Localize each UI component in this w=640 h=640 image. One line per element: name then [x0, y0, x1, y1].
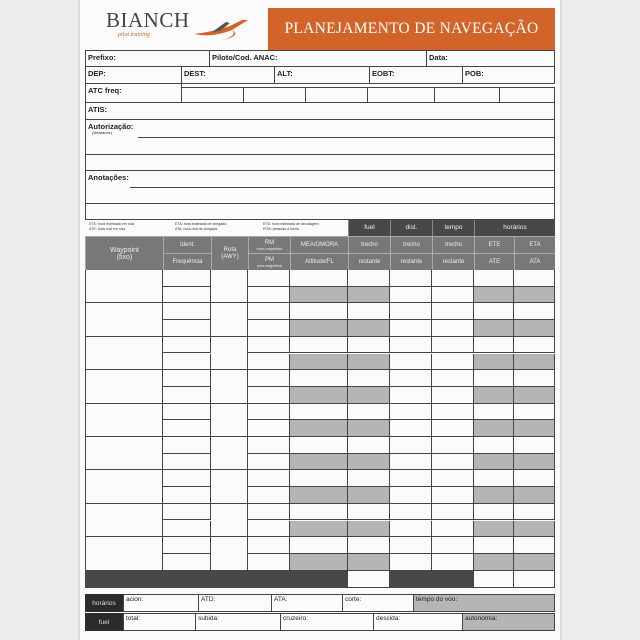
col-waypoint: [85, 236, 163, 270]
table-cell-mea-alt[interactable]: [290, 504, 348, 521]
table-cell-tempo[interactable]: [432, 437, 474, 454]
footer-cruzeiro-field[interactable]: [280, 613, 374, 631]
table-cell-waypoint[interactable]: [85, 504, 163, 537]
table-cell-rota[interactable]: [211, 404, 248, 437]
table-cell-tempo[interactable]: [432, 354, 474, 371]
table-cell-eta-ata[interactable]: [514, 320, 555, 337]
data-field[interactable]: [426, 50, 555, 67]
table-cell-ete-ate[interactable]: [474, 420, 514, 437]
autorizacao-line-1: [138, 137, 555, 138]
eobt-field[interactable]: [369, 66, 463, 84]
data-label: Data:: [429, 53, 448, 62]
atc-freq-slot-4[interactable]: [367, 87, 435, 103]
table-cell-ete-ate[interactable]: [474, 354, 514, 371]
col-tempo-trecho: trecho: [432, 236, 474, 253]
col-awy-label: (AWY): [221, 253, 239, 260]
atis-label: ATIS:: [88, 105, 108, 114]
table-cell-tempo[interactable]: [432, 387, 474, 404]
table-cell-rota[interactable]: [211, 470, 248, 503]
table-cell-ident-freq[interactable]: [163, 537, 211, 554]
legend-ate: ATE: hora real em rota: [89, 227, 126, 231]
table-cell-ete-ate[interactable]: [474, 470, 514, 487]
table-cell-waypoint[interactable]: [85, 437, 163, 470]
col-rm: [248, 236, 290, 253]
table-cell-ete-ate[interactable]: [474, 437, 514, 454]
autorizacao-line-2: [85, 154, 555, 155]
table-cell-tempo[interactable]: [432, 320, 474, 337]
table-cell-mea-alt[interactable]: [290, 320, 348, 337]
table-cell-ete-ate[interactable]: [474, 554, 514, 571]
table-cell-dist[interactable]: [390, 521, 432, 538]
table-cell-rm-pm[interactable]: [248, 404, 290, 421]
table-total-ete[interactable]: [474, 571, 514, 588]
footer-horarios-label: horários: [85, 594, 123, 612]
footer-autonomia-field[interactable]: [462, 613, 555, 631]
table-cell-eta-ata[interactable]: [514, 370, 555, 387]
table-cell-ident-freq[interactable]: [163, 521, 211, 538]
table-cell-ident-freq[interactable]: [163, 487, 211, 504]
table-cell-mea-alt[interactable]: [290, 303, 348, 320]
logo-subtitle: pilot training: [118, 32, 150, 38]
table-cell-tempo[interactable]: [432, 470, 474, 487]
autorizacao-label: Autorização:: [88, 122, 134, 131]
table-cell-fuel[interactable]: [348, 320, 390, 337]
table-cell-ete-ate[interactable]: [474, 270, 514, 287]
table-cell-dist[interactable]: [390, 404, 432, 421]
table-cell-ete-ate[interactable]: [474, 537, 514, 554]
table-cell-rm-pm[interactable]: [248, 287, 290, 304]
legend-pob: POB: pessoas a bordo: [263, 227, 300, 231]
table-cell-ete-ate[interactable]: [474, 320, 514, 337]
footer-corte-field[interactable]: [342, 594, 414, 612]
anotacoes-line-2: [85, 203, 555, 204]
dep-label: DEP:: [88, 69, 106, 78]
table-cell-tempo[interactable]: [432, 537, 474, 554]
table-cell-rota[interactable]: [211, 370, 248, 403]
table-cell-rm-pm[interactable]: [248, 270, 290, 287]
table-cell-fuel[interactable]: [348, 470, 390, 487]
footer-total-field[interactable]: [123, 613, 196, 631]
table-cell-ete-ate[interactable]: [474, 454, 514, 471]
footer-autonomia-label: autonomia:: [465, 615, 498, 622]
table-cell-dist[interactable]: [390, 387, 432, 404]
table-cell-dist[interactable]: [390, 437, 432, 454]
col-waypoint-label: Waypoint: [110, 246, 139, 254]
table-cell-ete-ate[interactable]: [474, 487, 514, 504]
table-cell-ete-ate[interactable]: [474, 337, 514, 354]
table-cell-eta-ata[interactable]: [514, 487, 555, 504]
table-cell-waypoint[interactable]: [85, 337, 163, 370]
table-cell-mea-alt[interactable]: [290, 354, 348, 371]
footer-atd-label: ATD:: [201, 596, 216, 603]
table-cell-eta-ata[interactable]: [514, 470, 555, 487]
atc-freq-slot-1[interactable]: [181, 87, 244, 103]
table-cell-eta-ata[interactable]: [514, 387, 555, 404]
table-cell-tempo[interactable]: [432, 370, 474, 387]
table-cell-ident-freq[interactable]: [163, 354, 211, 371]
legend-ata: ATA: hora real de chegada: [175, 227, 218, 231]
table-cell-dist[interactable]: [390, 487, 432, 504]
table-cell-tempo[interactable]: [432, 487, 474, 504]
table-cell-fuel[interactable]: [348, 404, 390, 421]
table-cell-dist[interactable]: [390, 454, 432, 471]
table-cell-waypoint[interactable]: [85, 537, 163, 570]
navigation-form-sheet: [80, 0, 560, 640]
table-cell-dist[interactable]: [390, 420, 432, 437]
prefixo-field[interactable]: [85, 50, 210, 67]
table-cell-ete-ate[interactable]: [474, 521, 514, 538]
table-cell-tempo[interactable]: [432, 404, 474, 421]
table-cell-ete-ate[interactable]: [474, 404, 514, 421]
table-cell-rm-pm[interactable]: [248, 303, 290, 320]
footer-ata-field[interactable]: [271, 594, 343, 612]
anotacoes-field[interactable]: [85, 170, 555, 220]
atc-freq-label: ATC freq:: [88, 86, 122, 95]
legend-etd: ETD: hora estimada de decolagem: [263, 222, 319, 226]
table-cell-fuel[interactable]: [348, 537, 390, 554]
table-cell-mea-alt[interactable]: [290, 537, 348, 554]
table-cell-waypoint[interactable]: [85, 404, 163, 437]
table-cell-eta-ata[interactable]: [514, 521, 555, 538]
table-cell-tempo[interactable]: [432, 287, 474, 304]
table-cell-dist[interactable]: [390, 287, 432, 304]
table-cell-tempo[interactable]: [432, 303, 474, 320]
footer-descida-label: descida:: [376, 615, 401, 622]
atc-freq-slot-5[interactable]: [434, 87, 500, 103]
table-cell-rota[interactable]: [211, 437, 248, 470]
table-cell-dist[interactable]: [390, 354, 432, 371]
table-cell-rm-pm[interactable]: [248, 370, 290, 387]
table-cell-fuel[interactable]: [348, 504, 390, 521]
atc-freq-slot-2[interactable]: [243, 87, 306, 103]
footer-acion-label: acion:: [126, 596, 144, 603]
col-eta: ETA: [514, 236, 555, 253]
table-cell-mea-alt[interactable]: [290, 454, 348, 471]
col-rota: [211, 236, 248, 270]
form-title-banner: [268, 8, 555, 50]
table-cell-ident-freq[interactable]: [163, 470, 211, 487]
group-dist: dist.: [390, 220, 432, 236]
table-cell-dist[interactable]: [390, 270, 432, 287]
table-cell-fuel[interactable]: [348, 370, 390, 387]
footer-atd-field[interactable]: [198, 594, 272, 612]
pob-field[interactable]: [462, 66, 555, 84]
group-tempo: tempo: [432, 220, 474, 236]
table-cell-eta-ata[interactable]: [514, 404, 555, 421]
table-cell-rm-pm[interactable]: [248, 320, 290, 337]
table-cell-dist[interactable]: [390, 337, 432, 354]
piloto-field[interactable]: [209, 50, 427, 67]
piloto-label: Piloto/Cod. ANAC:: [212, 53, 278, 62]
col-tempo-restante: restante: [432, 253, 474, 270]
table-cell-rota[interactable]: [211, 270, 248, 303]
table-cell-ident-freq[interactable]: [163, 337, 211, 354]
table-cell-rm-pm[interactable]: [248, 354, 290, 371]
table-cell-tempo[interactable]: [432, 521, 474, 538]
footer-fuel-label: fuel: [85, 613, 123, 631]
eobt-label: EOBT:: [372, 69, 395, 78]
table-cell-mea-alt[interactable]: [290, 370, 348, 387]
table-cell-rota[interactable]: [211, 303, 248, 336]
table-cell-mea-alt[interactable]: [290, 437, 348, 454]
dep-field[interactable]: [85, 66, 182, 84]
bianch-logo: [106, 8, 236, 42]
table-cell-ident-freq[interactable]: [163, 404, 211, 421]
col-fuel-trecho: trecho: [348, 236, 390, 253]
table-cell-fuel[interactable]: [348, 270, 390, 287]
pob-label: POB:: [465, 69, 484, 78]
col-fixo-label: (fixo): [116, 253, 133, 261]
table-cell-ete-ate[interactable]: [474, 303, 514, 320]
footer-subida-field[interactable]: [195, 613, 281, 631]
table-cell-rota[interactable]: [211, 537, 248, 570]
table-cell-eta-ata[interactable]: [514, 287, 555, 304]
table-cell-ident-freq[interactable]: [163, 454, 211, 471]
table-cell-mea-alt[interactable]: [290, 387, 348, 404]
footer-tempo-voo-label: tempo do voo:: [416, 596, 458, 603]
table-cell-ident-freq[interactable]: [163, 370, 211, 387]
table-cell-waypoint[interactable]: [85, 303, 163, 336]
table-cell-fuel[interactable]: [348, 454, 390, 471]
table-cell-eta-ata[interactable]: [514, 303, 555, 320]
table-cell-dist[interactable]: [390, 320, 432, 337]
col-pm: [248, 253, 290, 270]
table-cell-rm-pm[interactable]: [248, 387, 290, 404]
footer-total-label: total:: [126, 615, 141, 622]
table-cell-fuel[interactable]: [348, 554, 390, 571]
airplane-icon: [192, 14, 252, 42]
table-cell-mea-alt[interactable]: [290, 337, 348, 354]
table-cell-rm-pm[interactable]: [248, 487, 290, 504]
atc-freq-slot-6[interactable]: [499, 87, 555, 103]
table-cell-mea-alt[interactable]: [290, 470, 348, 487]
table-cell-ident-freq[interactable]: [163, 554, 211, 571]
table-cell-ident-freq[interactable]: [163, 287, 211, 304]
legend-eta: ETA: hora estimada de chegada: [175, 222, 227, 226]
atc-freq-slot-3[interactable]: [305, 87, 368, 103]
table-total-bar[interactable]: [85, 571, 348, 588]
table-cell-eta-ata[interactable]: [514, 420, 555, 437]
table-cell-ident-freq[interactable]: [163, 270, 211, 287]
col-frequencia: Frequência: [163, 253, 211, 270]
table-cell-ident-freq[interactable]: [163, 437, 211, 454]
table-cell-eta-ata[interactable]: [514, 337, 555, 354]
table-cell-tempo[interactable]: [432, 420, 474, 437]
table-cell-ident-freq[interactable]: [163, 420, 211, 437]
table-total-dist-bar[interactable]: [390, 571, 474, 588]
table-cell-mea-alt[interactable]: [290, 404, 348, 421]
footer-descida-field[interactable]: [373, 613, 463, 631]
alt-field[interactable]: [274, 66, 370, 84]
group-horarios: horários: [474, 220, 555, 236]
col-ete: ETE: [474, 236, 514, 253]
table-cell-mea-alt[interactable]: [290, 420, 348, 437]
table-cell-eta-ata[interactable]: [514, 437, 555, 454]
footer-subida-label: subida:: [198, 615, 219, 622]
table-cell-tempo[interactable]: [432, 337, 474, 354]
table-cell-ete-ate[interactable]: [474, 287, 514, 304]
table-cell-ident-freq[interactable]: [163, 387, 211, 404]
table-cell-ident-freq[interactable]: [163, 504, 211, 521]
table-cell-eta-ata[interactable]: [514, 270, 555, 287]
anotacoes-line-1: [130, 187, 555, 188]
table-cell-ete-ate[interactable]: [474, 504, 514, 521]
form-title: PLANEJAMENTO DE NAVEGAÇÃO: [284, 20, 539, 37]
table-cell-waypoint[interactable]: [85, 370, 163, 403]
col-dist-trecho: trecho: [390, 236, 432, 253]
table-cell-dist[interactable]: [390, 537, 432, 554]
footer-cruzeiro-label: cruzeiro:: [283, 615, 308, 622]
table-cell-rm-pm[interactable]: [248, 454, 290, 471]
autorizacao-field[interactable]: [85, 119, 555, 171]
group-fuel: fuel: [348, 220, 390, 236]
anotacoes-label: Anotações:: [88, 173, 129, 182]
col-dist-restante: restante: [390, 253, 432, 270]
col-pm-note: proa magnética: [257, 263, 282, 268]
table-cell-ete-ate[interactable]: [474, 370, 514, 387]
table-cell-rm-pm[interactable]: [248, 537, 290, 554]
table-cell-tempo[interactable]: [432, 504, 474, 521]
atc-freq-field[interactable]: [85, 83, 182, 103]
table-cell-fuel[interactable]: [348, 487, 390, 504]
table-cell-dist[interactable]: [390, 370, 432, 387]
table-cell-ete-ate[interactable]: [474, 387, 514, 404]
table-cell-tempo[interactable]: [432, 554, 474, 571]
table-cell-rm-pm[interactable]: [248, 554, 290, 571]
col-rm-note: rumo magnético: [256, 246, 283, 251]
logo-word: BIANCH: [106, 8, 190, 32]
table-cell-eta-ata[interactable]: [514, 554, 555, 571]
abbreviation-legend: [85, 220, 348, 236]
col-ata: ATA: [514, 253, 555, 270]
col-rm-label: RM: [264, 239, 275, 246]
col-mea: MEA/GMORA: [290, 236, 348, 253]
legend-ete: ETE: hora estimada em rota: [89, 222, 134, 226]
table-cell-eta-ata[interactable]: [514, 504, 555, 521]
table-total-eta[interactable]: [514, 571, 555, 588]
table-cell-rm-pm[interactable]: [248, 437, 290, 454]
table-cell-fuel[interactable]: [348, 354, 390, 371]
table-cell-rm-pm[interactable]: [248, 420, 290, 437]
footer-ata-label: ATA:: [274, 596, 288, 603]
table-cell-mea-alt[interactable]: [290, 287, 348, 304]
col-altitude: Altitude/FL: [290, 253, 348, 270]
table-cell-fuel[interactable]: [348, 303, 390, 320]
table-cell-mea-alt[interactable]: [290, 521, 348, 538]
col-ident: Ident.: [163, 236, 211, 253]
table-cell-fuel[interactable]: [348, 437, 390, 454]
col-ate: ATE: [474, 253, 514, 270]
table-cell-tempo[interactable]: [432, 454, 474, 471]
table-cell-dist[interactable]: [390, 470, 432, 487]
table-cell-rm-pm[interactable]: [248, 521, 290, 538]
table-cell-waypoint[interactable]: [85, 270, 163, 303]
table-cell-ident-freq[interactable]: [163, 320, 211, 337]
table-cell-fuel[interactable]: [348, 287, 390, 304]
table-cell-fuel[interactable]: [348, 387, 390, 404]
table-cell-rm-pm[interactable]: [248, 470, 290, 487]
table-cell-mea-alt[interactable]: [290, 487, 348, 504]
table-cell-fuel[interactable]: [348, 337, 390, 354]
footer-tempo-voo-field[interactable]: [413, 594, 555, 612]
table-cell-dist[interactable]: [390, 554, 432, 571]
clearance-note: (clearance): [92, 130, 113, 135]
alt-label: ALT:: [277, 69, 293, 78]
footer-corte-label: corte:: [345, 596, 362, 603]
col-fuel-restante: restante: [348, 253, 390, 270]
table-cell-fuel[interactable]: [348, 521, 390, 538]
col-rota-label: Rota: [223, 246, 237, 253]
table-cell-eta-ata[interactable]: [514, 537, 555, 554]
table-cell-rota[interactable]: [211, 337, 248, 370]
table-cell-rota[interactable]: [211, 504, 248, 537]
table-cell-rm-pm[interactable]: [248, 504, 290, 521]
dest-field[interactable]: [181, 66, 275, 84]
prefixo-label: Prefixo:: [88, 53, 116, 62]
table-cell-dist[interactable]: [390, 303, 432, 320]
table-cell-mea-alt[interactable]: [290, 270, 348, 287]
table-cell-fuel[interactable]: [348, 420, 390, 437]
footer-acion-field[interactable]: [123, 594, 199, 612]
table-total-fuel[interactable]: [348, 571, 390, 588]
col-pm-label: PM: [265, 256, 274, 263]
table-cell-waypoint[interactable]: [85, 470, 163, 503]
table-cell-dist[interactable]: [390, 504, 432, 521]
table-cell-tempo[interactable]: [432, 270, 474, 287]
table-cell-ident-freq[interactable]: [163, 303, 211, 320]
atis-field[interactable]: [85, 102, 555, 120]
table-cell-mea-alt[interactable]: [290, 554, 348, 571]
table-cell-eta-ata[interactable]: [514, 354, 555, 371]
dest-label: DEST:: [184, 69, 206, 78]
table-cell-eta-ata[interactable]: [514, 454, 555, 471]
table-cell-rm-pm[interactable]: [248, 337, 290, 354]
